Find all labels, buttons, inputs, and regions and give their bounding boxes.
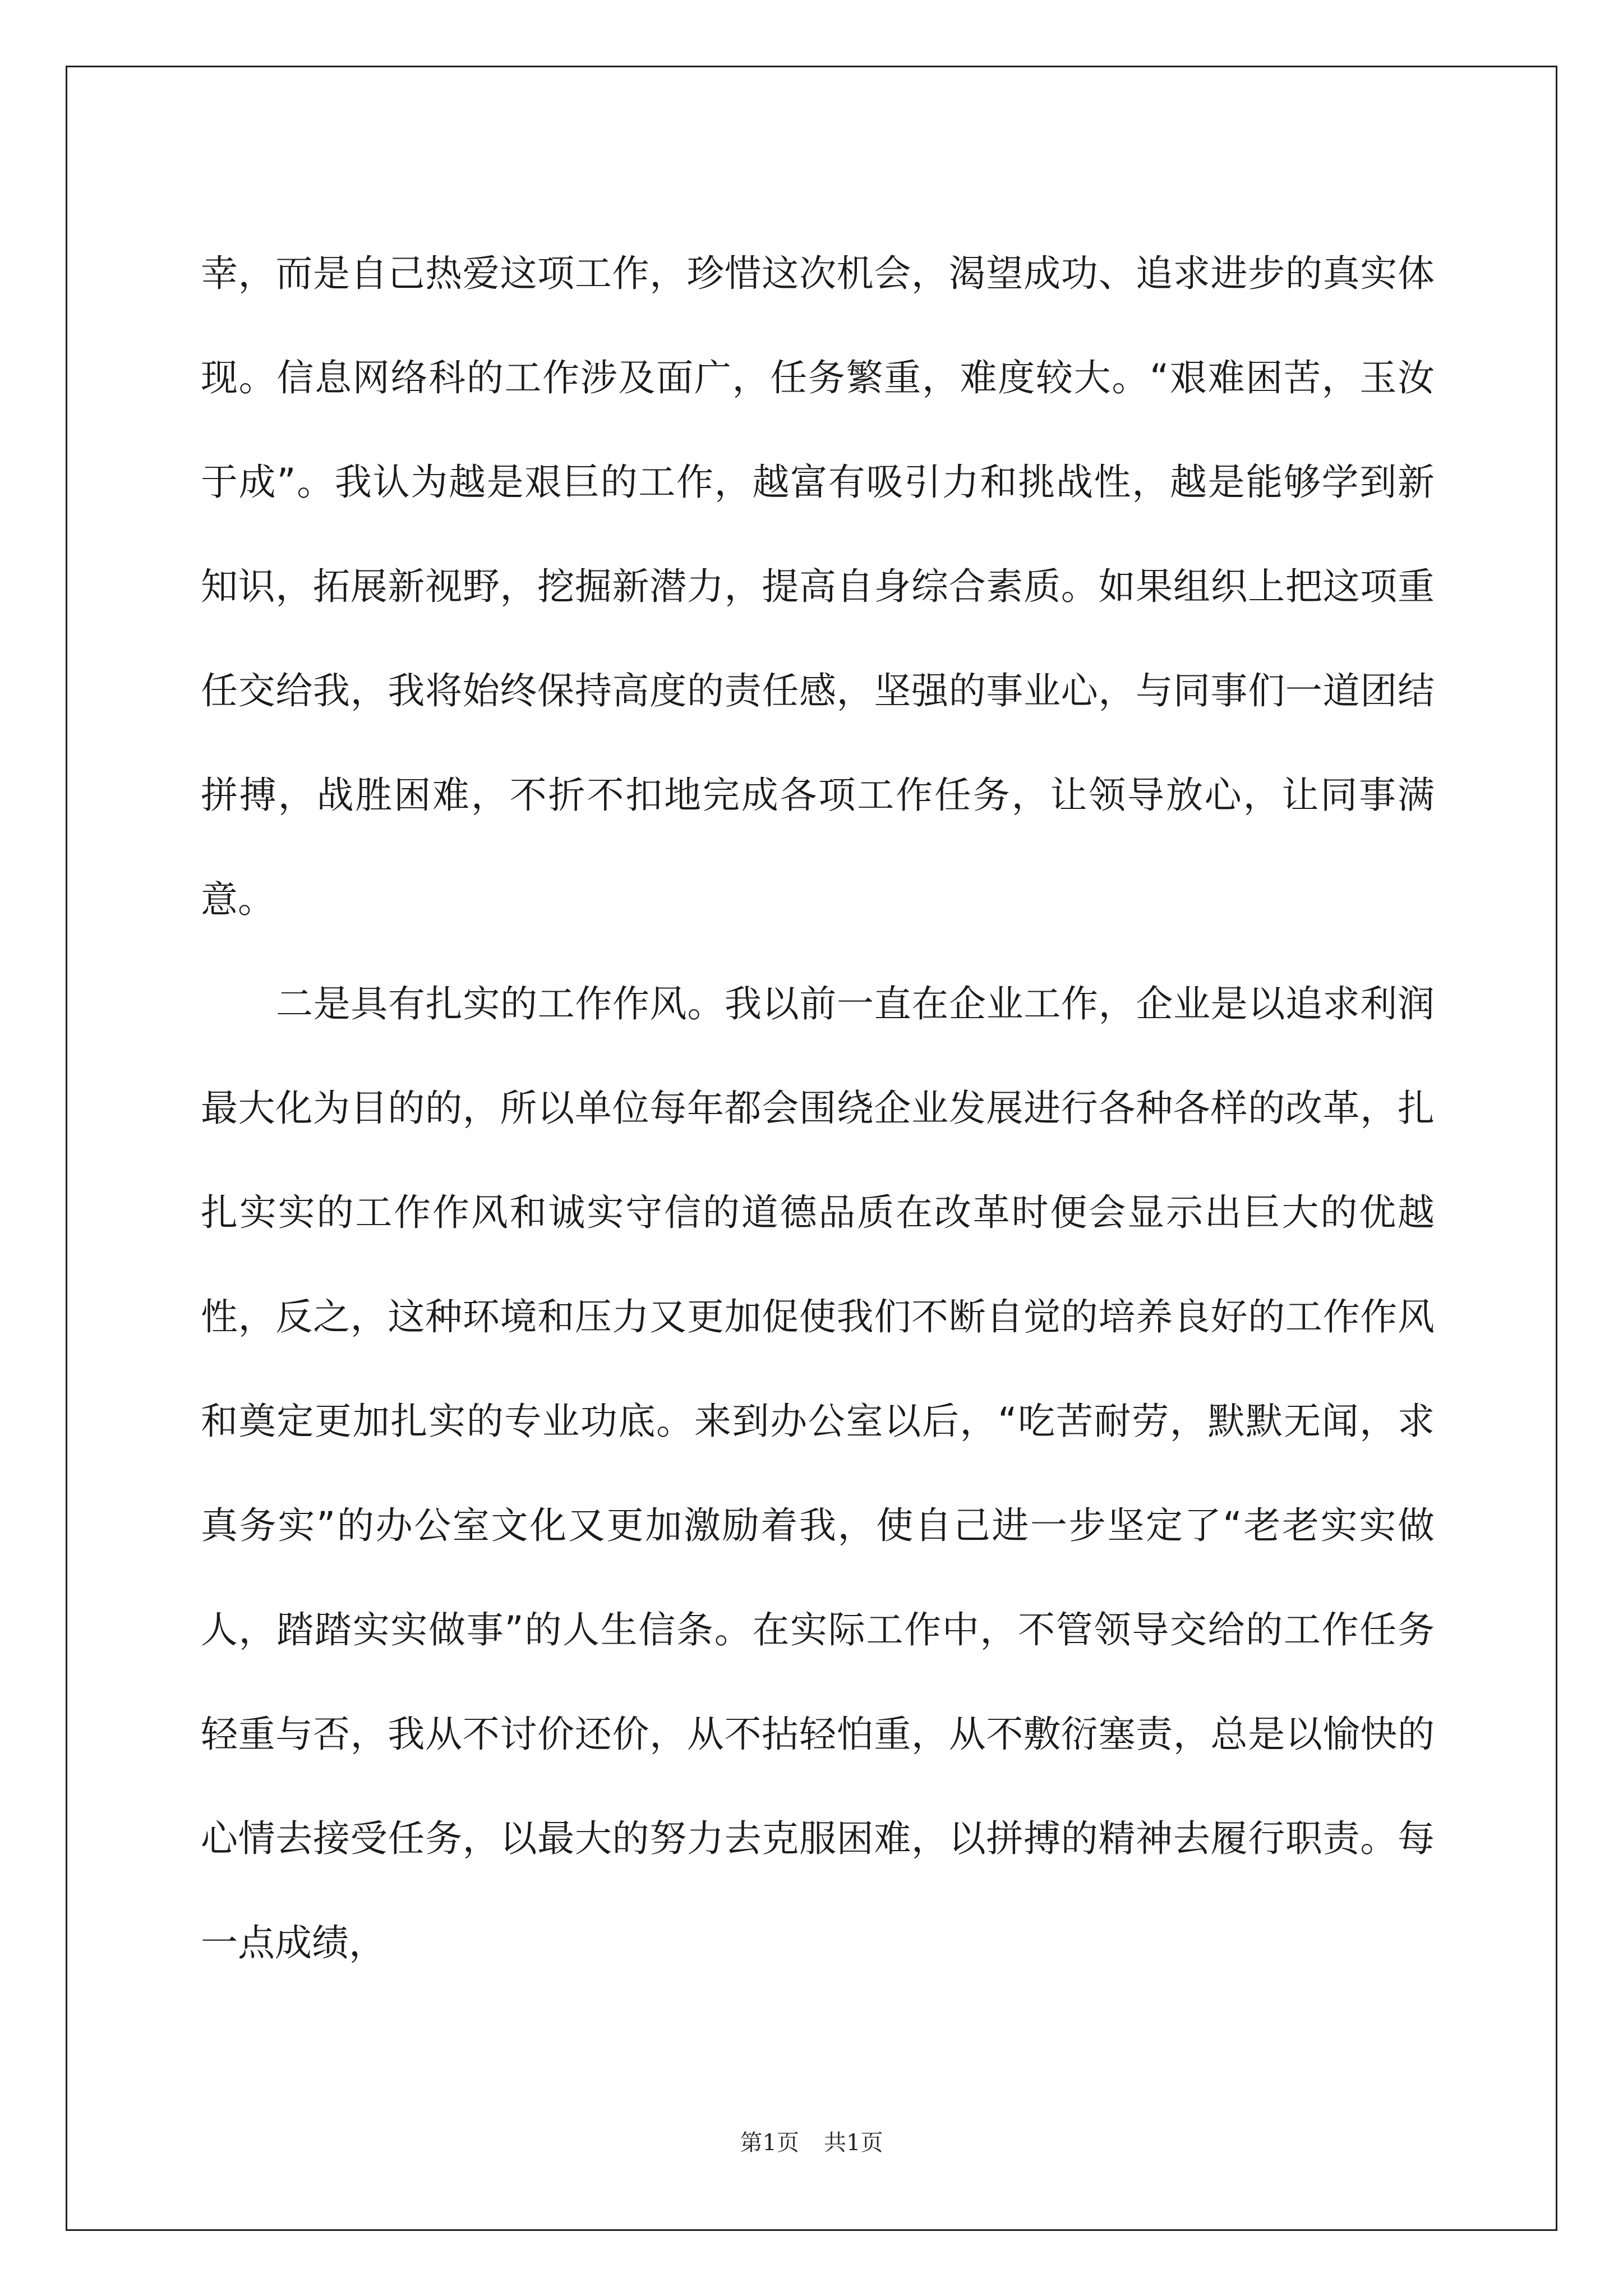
document-body <box>201 222 1435 1995</box>
paragraph-2: 二是具有扎实的工作作风。我以前一直在企业工作，企业是以追求利润最大化为目的的，所以单位每年都会围绕企业发展进行各种各样的改革，扎扎实实的工作作风和诚实守信的道德品质在改革时便会显示出巨大的优越性，反之，这种环境和压力又更加促使我们不断自觉的培养良好的工作作风和奠定更加扎实的专业功底。来到办公室以后，“吃苦耐劳，默默无闻，求真务实”的办公室文化又更加激励着我，使自己进一步坚定了“老老实实做人，踏踏实实做事”的人生信条。在实际工作中，不管领导交给的工作任务轻重与否，我从不讨价还价，从不拈轻怕重，从不敷衍塞责，总是以愉快的心情去接受任务，以最大的努力去克服困难，以拼搏的精神去履行职责。每一点成绩， <box>201 982 1435 1964</box>
page-number-current: 第1页 <box>740 2130 799 2156</box>
paragraph-1: 幸，而是自己热爱这项工作，珍惜这次机会，渴望成功、追求进步的真实体现。信息网络科的工作涉及面广，任务繁重，难度较大。“艰难困苦，玉汝于成”。我认为越是艰巨的工作，越富有吸引力和挑战性，越是能够学到新知识，拓展新视野，挖掘新潜力，提高自身综合素质。如果组织上把这项重任交给我，我将始终保持高度的责任感，坚强的事业心，与同事们一道团结拼搏，战胜困难，不折不扣地完成各项工作任务，让领导放心，让同事满意。 <box>201 252 1435 921</box>
page-footer <box>0 2125 1623 2157</box>
page-number-total: 共1页 <box>824 2130 883 2156</box>
